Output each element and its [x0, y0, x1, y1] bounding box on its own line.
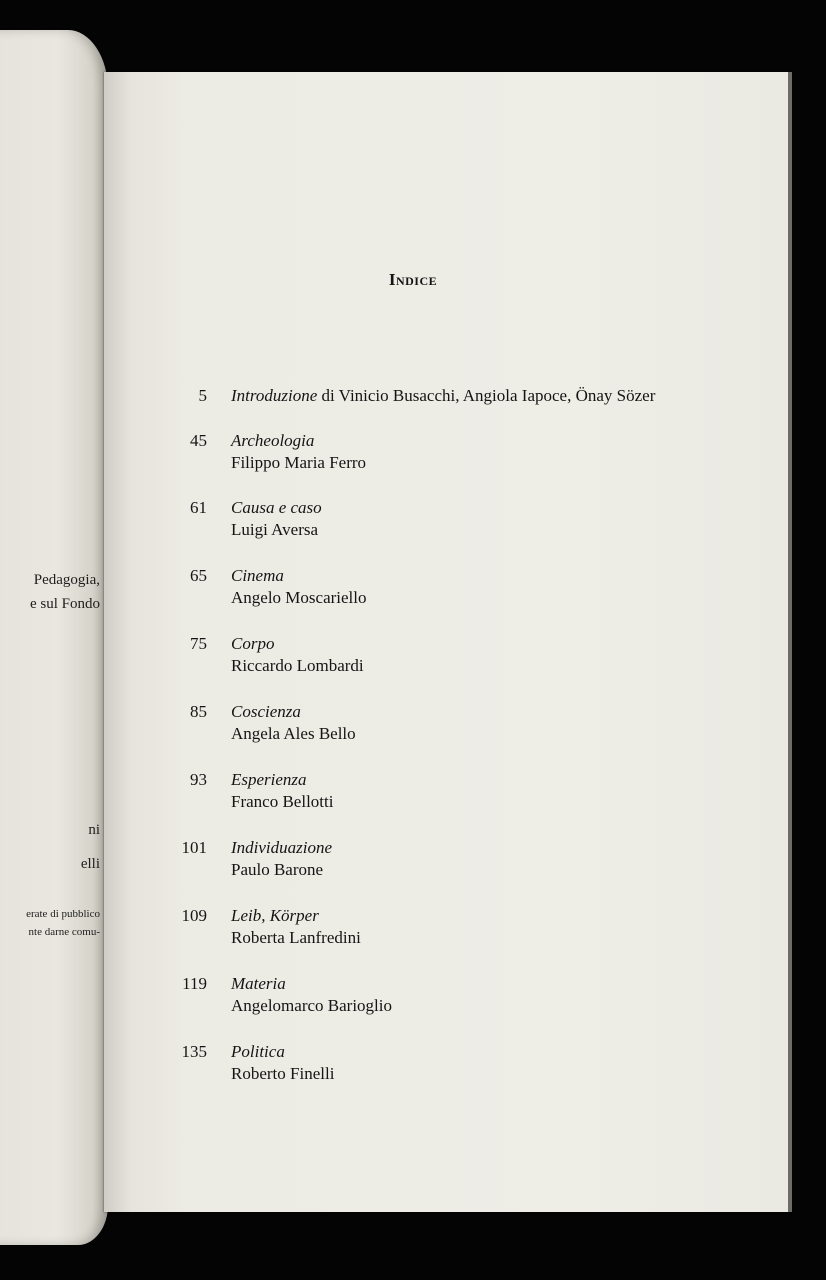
entry-author: Angela Ales Bello — [231, 724, 356, 743]
entry-page-number: 93 — [190, 770, 207, 789]
entry-author: Franco Bellotti — [231, 792, 334, 811]
entry-author: Paulo Barone — [231, 860, 324, 879]
entry-topic: Politica — [231, 1042, 285, 1061]
entry-topic: Causa e caso — [231, 498, 322, 517]
entry-page-number: 5 — [198, 386, 207, 405]
entry-topic: Esperienza — [231, 770, 307, 789]
facing-page-fragment: elli — [80, 856, 100, 872]
entry-page-number: 135 — [181, 1042, 207, 1061]
entry-page-number: 85 — [190, 702, 207, 721]
entry-topic: Individuazione — [231, 838, 333, 857]
entry-author: Filippo Maria Ferro — [231, 453, 367, 472]
entry-page-number: 101 — [181, 838, 207, 857]
entry-page-number: 75 — [190, 634, 207, 653]
entry-topic: Coscienza — [231, 702, 301, 721]
entry-author: Angelo Moscariello — [231, 588, 367, 607]
facing-page — [0, 30, 108, 1245]
page-edge — [788, 72, 792, 1212]
entry-topic-title: Introduzione — [231, 386, 318, 405]
entry-page-number: 109 — [181, 906, 207, 925]
facing-page-fragment: erate di pubblico — [26, 908, 100, 920]
entry-page-number: 119 — [182, 974, 207, 993]
entry-author: Riccardo Lombardi — [231, 656, 364, 675]
entry-page-number: 45 — [190, 431, 207, 450]
entry-topic — [231, 385, 655, 407]
facing-page-fragment: e sul Fondo — [29, 596, 100, 612]
entry-topic: Cinema — [231, 566, 284, 585]
facing-page-fragment: nte darne comu- — [28, 926, 100, 938]
entry-author: Roberto Finelli — [231, 1064, 335, 1083]
entry-topic-credit: di Vinicio Busacchi, Angiola Iapoce, Önay Sözer — [317, 386, 656, 405]
entry-author: Roberta Lanfredini — [231, 928, 361, 947]
entry-page-number: 61 — [190, 498, 207, 517]
entry-author: Angelomarco Barioglio — [231, 996, 392, 1015]
entry-page-number: 65 — [190, 566, 207, 585]
facing-page-fragment: ni — [88, 822, 100, 838]
entry-topic: Leib, Körper — [231, 906, 319, 925]
index-title: Indice — [388, 270, 438, 289]
entry-topic: Materia — [231, 974, 286, 993]
facing-page-fragment: Pedagogia, — [33, 572, 100, 588]
entry-topic: Corpo — [231, 634, 275, 653]
entry-topic: Archeologia — [231, 431, 315, 450]
entry-author: Luigi Aversa — [231, 520, 319, 539]
